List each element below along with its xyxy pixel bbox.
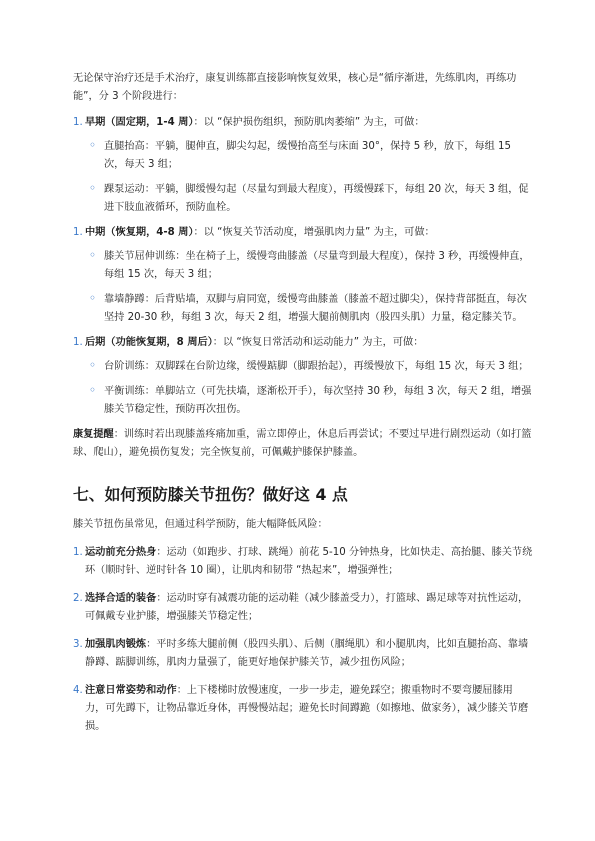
list-item: ◦ 踝泵运动：平躺，脚缓慢勾起（尽量勾到最大程度），再缓慢踩下，每组 20 次，每天 3 组，促进下肢血液循环，预防血栓。 bbox=[89, 181, 529, 213]
section-heading: 七、如何预防膝关节扭伤？做好这 4 点 bbox=[73, 485, 348, 504]
list-item: ◦ 平衡训练：单脚站立（可先扶墙，逐渐松开手），每次坚持 30 秒，每组 3 次，每天 2 组，增强膝关节稳定性，预防再次扭伤。 bbox=[89, 383, 532, 415]
list-number: 2. bbox=[73, 593, 83, 604]
intro-paragraph: 无论保守治疗还是手术治疗，康复训练都直接影响恢复效果，核心是“循序渐进，先练肌肉，再练功能”，分 3 个阶段进行： bbox=[73, 73, 517, 102]
section-intro: 膝关节扭伤虽常见，但通过科学预防，能大幅降低风险： bbox=[73, 519, 328, 530]
list-number: 1. bbox=[73, 227, 83, 238]
bullet-icon: ◦ bbox=[89, 291, 97, 305]
list-number: 3. bbox=[73, 639, 83, 650]
prevention-item: 2. 选择合适的装备：运动时穿有减震功能的运动鞋（减少膝盖受力），打篮球、踢足球等对抗性运动，可佩戴专业护膝，增强膝关节稳定性； bbox=[73, 590, 533, 626]
phase-description: ：以 “保护损伤组织，预防肌肉萎缩” 为主，可做： bbox=[193, 117, 425, 128]
prevention-item: 4. 注意日常姿势和动作：上下楼梯时放慢速度，一步一步走，避免踩空；搬重物时不要弯腰屈膝用力，可先蹲下，让物品靠近身体，再慢慢站起；避免长时间蹲跪（如擦地、做家务），减少膝关节磨损。 bbox=[73, 682, 533, 736]
phase-early bbox=[73, 114, 533, 217]
list-number: 4. bbox=[73, 685, 83, 696]
list-number: 1. bbox=[73, 117, 83, 128]
phase-title: 中期（恢复期，4-8 周） bbox=[85, 227, 194, 238]
rehab-reminder: 康复提醒：训练时若出现膝盖疼痛加重，需立即停止，休息后再尝试；不要过早进行剧烈运动（如打篮球、爬山），避免损伤复发；完全恢复前，可佩戴护膝保护膝盖。 bbox=[73, 429, 532, 458]
bullet-icon: ◦ bbox=[89, 138, 97, 152]
list-item: ◦ 膝关节屈伸训练：坐在椅子上，缓慢弯曲膝盖（尽量弯到最大程度），保持 3 秒，再缓慢伸直，每组 15 次，每天 3 组； bbox=[89, 248, 530, 280]
phase-middle bbox=[73, 224, 533, 327]
phase-title: 后期（功能恢复期，8 周后） bbox=[85, 337, 213, 348]
list-number: 1. bbox=[73, 337, 83, 348]
bullet-icon: ◦ bbox=[89, 181, 97, 195]
document-content bbox=[73, 70, 533, 736]
list-number: 1. bbox=[73, 547, 83, 558]
bullet-icon: ◦ bbox=[89, 358, 97, 372]
list-item: ◦ 直腿抬高：平躺，腿伸直，脚尖勾起，缓慢抬高至与床面 30°，保持 5 秒，放下，每组 15 次，每天 3 组； bbox=[89, 138, 512, 170]
bullet-icon: ◦ bbox=[89, 248, 97, 262]
bullet-icon: ◦ bbox=[89, 383, 97, 397]
phase-description: ：以 “恢复关节活动度，增强肌肉力量” 为主，可做： bbox=[193, 227, 435, 238]
list-item: ◦ 台阶训练：双脚踩在台阶边缘，缓慢踮脚（脚跟抬起），再缓慢放下，每组 15 次，每天 3 组； bbox=[89, 358, 529, 372]
prevention-item: 3. 加强肌肉锻炼：平时多练大腿前侧（股四头肌）、后侧（腘绳肌）和小腿肌肉，比如直腿抬高、靠墙静蹲、踮脚训练，肌肉力量强了，能更好地保护膝关节，减少扭伤风险； bbox=[73, 636, 533, 672]
phase-description: ：以 “恢复日常活动和运动能力” 为主，可做： bbox=[212, 337, 424, 348]
list-item: ◦ 靠墙静蹲：后背贴墙，双脚与肩同宽，缓慢弯曲膝盖（膝盖不超过脚尖），保持背部挺直，每次坚持 20-30 秒，每组 3 次，每天 2 组，增强大腿前侧肌肉（股四头肌）力量，稳定膝关节。 bbox=[89, 291, 527, 323]
phase-late bbox=[73, 334, 533, 419]
phase-title: 早期（固定期，1-4 周） bbox=[85, 117, 194, 128]
prevention-item: 1. 运动前充分热身：运动（如跑步、打球、跳绳）前花 5-10 分钟热身，比如快走、高抬腿、膝关节绕环（顺时针、逆时针各 10 圈），让肌肉和韧带 “热起来”，增强弹性； bbox=[73, 544, 533, 580]
